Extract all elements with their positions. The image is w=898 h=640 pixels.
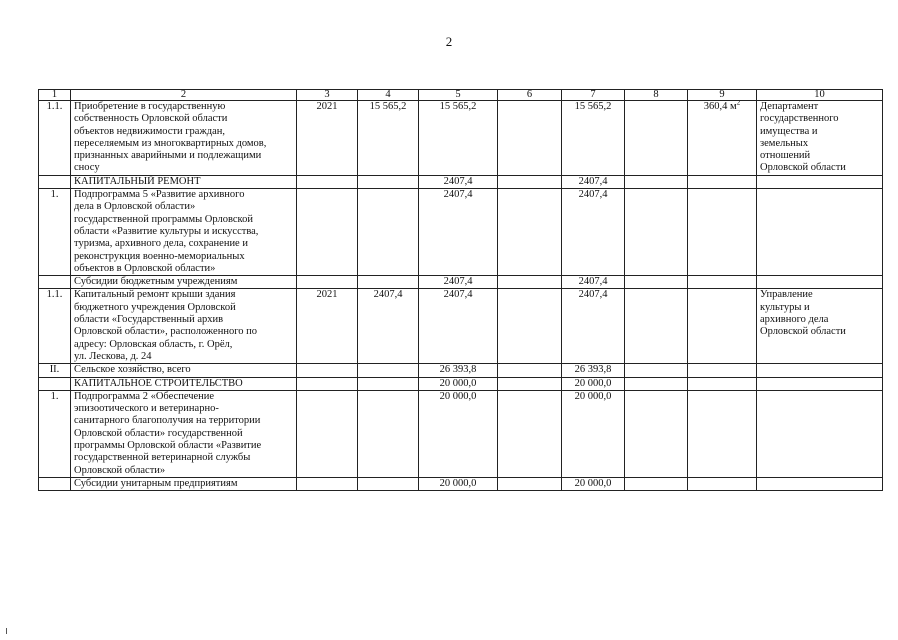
superscript: 2	[736, 100, 741, 107]
cell-col-1: 1.	[39, 390, 71, 477]
cell-col-10	[757, 377, 883, 390]
header-cell-7: 7	[562, 90, 625, 101]
cell-col-8	[625, 175, 688, 188]
cell-col-3	[297, 189, 358, 276]
cell-col-2: Субсидии унитарным предприятиям	[71, 477, 297, 490]
cell-col-10: Департамент государственного имущества и земельных отношений Орловской области	[757, 101, 883, 176]
cell-col-5: 26 393,8	[419, 364, 498, 377]
cell-col-6	[498, 377, 562, 390]
table-row	[39, 390, 883, 477]
cell-col-4	[358, 390, 419, 477]
cell-col-6	[498, 175, 562, 188]
cell-col-8	[625, 289, 688, 364]
cell-col-1: 1.1.	[39, 101, 71, 176]
cell-col-2: Капитальный ремонт крыши здания бюджетного учреждения Орловской области «Государственный архив Орловской области», расположенного по адресу: Орловская область, г. Орёл, ул. Лескова, д. 24	[71, 289, 297, 364]
cell-col-5: 2407,4	[419, 276, 498, 289]
cell-col-6	[498, 390, 562, 477]
cell-col-3	[297, 477, 358, 490]
cell-col-5: 20 000,0	[419, 377, 498, 390]
cell-col-3	[297, 175, 358, 188]
cell-col-8	[625, 189, 688, 276]
cell-col-9	[688, 175, 757, 188]
cell-col-2: Сельское хозяйство, всего	[71, 364, 297, 377]
cell-col-1: II.	[39, 364, 71, 377]
cell-col-7: 2407,4	[562, 175, 625, 188]
cell-col-4	[358, 364, 419, 377]
cell-col-10	[757, 477, 883, 490]
header-cell-6: 6	[498, 90, 562, 101]
cell-col-7: 20 000,0	[562, 477, 625, 490]
cell-col-9	[688, 377, 757, 390]
cell-col-9	[688, 390, 757, 477]
cell-col-7: 15 565,2	[562, 101, 625, 176]
cell-col-3	[297, 377, 358, 390]
cell-col-3	[297, 390, 358, 477]
cell-col-8	[625, 101, 688, 176]
cell-col-10	[757, 364, 883, 377]
cell-col-7: 26 393,8	[562, 364, 625, 377]
table-row	[39, 477, 883, 490]
cell-col-7: 20 000,0	[562, 377, 625, 390]
cell-col-2: Приобретение в государственную собственность Орловской области объектов недвижимости граждан, переселяемым из многоквартирных домов, признанных аварийными и подлежащими сносу	[71, 101, 297, 176]
cell-col-4	[358, 477, 419, 490]
cell-col-7: 20 000,0	[562, 390, 625, 477]
table-row	[39, 276, 883, 289]
cell-col-5: 2407,4	[419, 289, 498, 364]
cell-col-1	[39, 175, 71, 188]
cell-col-2: КАПИТАЛЬНОЕ СТРОИТЕЛЬСТВО	[71, 377, 297, 390]
table-row	[39, 364, 883, 377]
cell-col-7: 2407,4	[562, 276, 625, 289]
header-cell-3: 3	[297, 90, 358, 101]
cell-col-10	[757, 189, 883, 276]
cell-col-4: 15 565,2	[358, 101, 419, 176]
cell-col-8	[625, 477, 688, 490]
cell-col-5: 2407,4	[419, 175, 498, 188]
table-row	[39, 101, 883, 176]
table-row	[39, 175, 883, 188]
cell-col-4: 2407,4	[358, 289, 419, 364]
scan-mark	[6, 628, 7, 634]
cell-col-5: 20 000,0	[419, 390, 498, 477]
cell-col-8	[625, 276, 688, 289]
cell-col-6	[498, 477, 562, 490]
cell-col-6	[498, 101, 562, 176]
cell-col-2: Подпрограмма 2 «Обеспечение эпизоотического и ветеринарно- санитарного благополучия на территории Орловской области» государственной программы Орловской области «Развитие государственной ветеринарной службы Орловской области»	[71, 390, 297, 477]
cell-col-2: Субсидии бюджетным учреждениям	[71, 276, 297, 289]
cell-col-6	[498, 364, 562, 377]
cell-col-8	[625, 364, 688, 377]
cell-col-5: 20 000,0	[419, 477, 498, 490]
page-number: 2	[445, 34, 453, 49]
table-row	[39, 377, 883, 390]
cell-col-9	[688, 364, 757, 377]
cell-col-3: 2021	[297, 101, 358, 176]
cell-col-6	[498, 276, 562, 289]
header-cell-2: 2	[71, 90, 297, 101]
cell-col-8	[625, 377, 688, 390]
cell-col-8	[625, 390, 688, 477]
cell-col-6	[498, 289, 562, 364]
cell-col-3	[297, 364, 358, 377]
cell-col-9	[688, 189, 757, 276]
table-header-row	[39, 90, 883, 101]
header-cell-8: 8	[625, 90, 688, 101]
header-cell-5: 5	[419, 90, 498, 101]
table-row	[39, 289, 883, 364]
cell-col-7: 2407,4	[562, 189, 625, 276]
cell-col-4	[358, 276, 419, 289]
cell-col-9	[688, 276, 757, 289]
cell-col-5: 2407,4	[419, 189, 498, 276]
cell-col-9	[688, 477, 757, 490]
cell-col-10	[757, 175, 883, 188]
budget-table	[38, 89, 883, 491]
cell-col-1: 1.1.	[39, 289, 71, 364]
cell-col-3	[297, 276, 358, 289]
cell-col-9	[688, 289, 757, 364]
table-row	[39, 189, 883, 276]
cell-col-4	[358, 189, 419, 276]
header-cell-9: 9	[688, 90, 757, 101]
header-cell-4: 4	[358, 90, 419, 101]
cell-col-9: 360,4 $м^2$	[688, 101, 757, 176]
cell-col-2: КАПИТАЛЬНЫЙ РЕМОНТ	[71, 175, 297, 188]
cell-col-7: 2407,4	[562, 289, 625, 364]
cell-col-4	[358, 175, 419, 188]
cell-col-6	[498, 189, 562, 276]
header-cell-10: 10	[757, 90, 883, 101]
cell-col-1	[39, 477, 71, 490]
cell-col-10	[757, 276, 883, 289]
table-body	[39, 90, 883, 491]
cell-col-1	[39, 276, 71, 289]
cell-col-3: 2021	[297, 289, 358, 364]
header-cell-1: 1	[39, 90, 71, 101]
cell-col-1	[39, 377, 71, 390]
cell-col-10: Управление культуры и архивного дела Орловской области	[757, 289, 883, 364]
cell-col-10	[757, 390, 883, 477]
cell-col-4	[358, 377, 419, 390]
cell-col-1: 1.	[39, 189, 71, 276]
cell-col-5: 15 565,2	[419, 101, 498, 176]
cell-col-2: Подпрограмма 5 «Развитие архивного дела в Орловской области» государственной программы Орловской области «Развитие культуры и искусства, туризма, архивного дела, сохранение и реконструкция военно-мемориальных объектов в Орловской области»	[71, 189, 297, 276]
